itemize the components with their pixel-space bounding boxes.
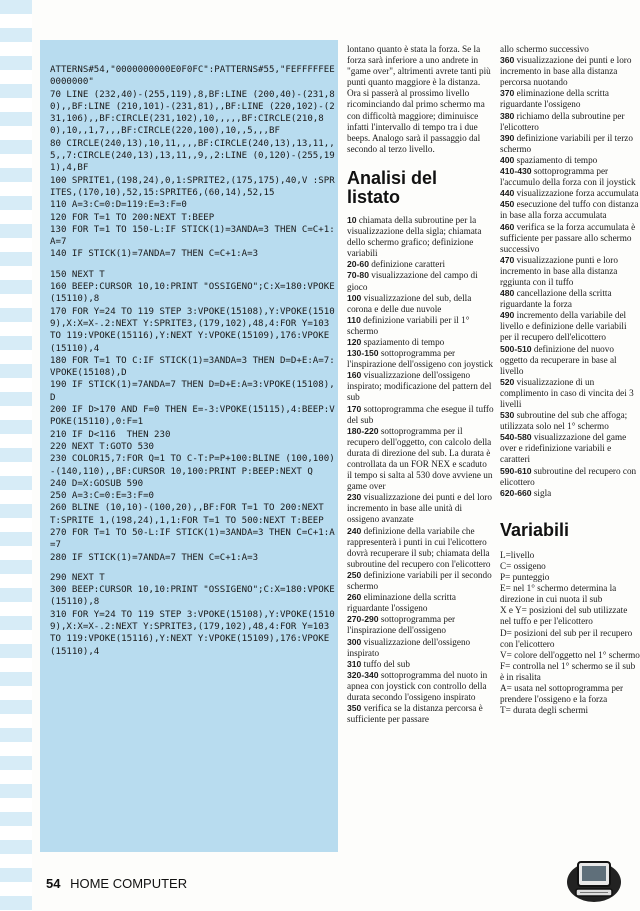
line-number: 370 (500, 88, 515, 99)
code-line: 290 NEXT T (50, 572, 105, 583)
entry-text: definizione della variabile che rappresenterà i punti in cui l'elicottero dovrà recuperare il sub; chiamata della subroutine del recupero con l'elicottero (347, 525, 491, 569)
line-number: 520 (500, 376, 515, 387)
entry-text: allo schermo successivo (500, 44, 589, 54)
listing-entry (500, 222, 640, 255)
code-listing (50, 64, 336, 658)
listing-entry (347, 614, 494, 636)
listing-entry (347, 492, 494, 525)
entry-text: spaziamento di tempo (363, 336, 445, 347)
code-line: 100 SPRITE1,(198,24),0,1:SPRITE2,(175,175),40,V :SPRITES,(170,10),52,15:SPRITE6,(60,14),52,15 (50, 175, 335, 198)
line-number: 390 (500, 132, 515, 143)
line-number: 460 (500, 221, 515, 232)
entry-text: verifica se la forza accumulata è sufficiente per passare allo schermo successivo (500, 221, 636, 254)
listing-entry (500, 44, 640, 55)
code-line: 110 A=3:C=0:D=119:E=3:F=0 (50, 200, 187, 211)
line-number: 310 (347, 658, 362, 669)
line-number: 270-290 (347, 614, 379, 625)
code-line: 170 FOR Y=24 TO 119 STEP 3:VPOKE(15108),Y:VPOKE(15109),X:X=X-.2:NEXT Y:SPRITE3,(179,102),48,4:FOR Y=103 TO 119:VPOKE(15116),Y:NEXT Y:VPOKE(15109),176:VPOKE(15110),4 (50, 306, 335, 354)
entry-text: definizione caratteri (371, 259, 445, 270)
line-number: 620-660 (500, 487, 532, 498)
listing-entry (500, 133, 640, 155)
line-number: 20-60 (347, 259, 369, 270)
entry-text: sottoprogramma per il recupero dell'oggetto, con calcolo della durata di direzione del sub. La durata è controllata da un FOR NEX e scaduto il tempo si salta al 530 dove avviene un game over (347, 425, 493, 492)
entry-text: subroutine del recupero con elicottero (500, 465, 637, 487)
listing-analysis-continued (500, 44, 640, 499)
entry-text: sottoprogramma del nuoto in apnea con joystick con controllo della durata secondo l'ossigeno inspirato (347, 669, 488, 702)
code-line: 140 IF STICK(1)=7ANDA=7 THEN C=C+1:A=3 (50, 249, 259, 260)
listing-entry (500, 488, 640, 499)
code-line: ATTERNS#54,"0000000000E0F0FC":PATTERNS#55,"FEFFFFFEE0000000" (50, 65, 335, 88)
listing-entry (347, 659, 494, 670)
listing-entry (347, 293, 494, 315)
line-number: 500-510 (500, 343, 532, 354)
listing-entry (500, 255, 640, 288)
listing-entry (500, 155, 640, 166)
listing-entry (347, 570, 494, 592)
line-number: 480 (500, 288, 515, 299)
listing-entry (500, 310, 640, 343)
line-number: 180-220 (347, 425, 379, 436)
entry-text: definizione variabili per il secondo schermo (347, 569, 492, 592)
listing-entry (500, 432, 640, 465)
code-line: 80 CIRCLE(240,13),10,11,,,,BF:CIRCLE(240,13),13,11,,5,,7:CIRCLE(240,13),13,11,,9,,2:LINE (0,120)-(255,191),4,BF (50, 138, 335, 174)
line-number: 320-340 (347, 669, 379, 680)
listing-entry (500, 55, 640, 88)
entry-text: visualizzazione dell'ossigeno inspirato; modificazione del pattern del sub (347, 370, 492, 403)
listing-entry (347, 404, 494, 426)
entry-text: eliminazione della scritta riguardante l'ossigeno (347, 592, 456, 614)
listing-entry (347, 637, 494, 659)
listing-entry (347, 337, 494, 348)
line-number: 350 (347, 703, 362, 714)
line-number: 440 (500, 188, 515, 199)
listing-entry (347, 670, 494, 703)
entry-text: visualizzazione forza accumulata (516, 188, 639, 199)
variable-entry: T= durata degli schermi (500, 705, 589, 716)
listing-entry (500, 377, 640, 410)
variable-entry: F= controlla nel 1° schermo se il sub è in risalita (500, 660, 636, 682)
line-number: 130-150 (347, 348, 379, 359)
intro-paragraph: lontano quanto è stata la forza. Se la forza sarà inferiore a uno andrete in "game over", altrimenti avrete tanti più punti quanto maggiore è la distanza. Ora si passerà al prossimo livello ricominciando dal primo schermo ma con difficoltà maggiore; diminuisce infatti l'intervallo di tempo tra i due beeps. Analogo sarà il passaggio dal secondo al terzo livello. (347, 44, 491, 154)
code-line: 210 IF D<116 THEN 230 (50, 429, 171, 440)
entry-text: definizione variabili per il 1° schermo (347, 314, 470, 336)
listing-entry (347, 270, 494, 292)
page-number: 54 (46, 876, 61, 891)
variable-entry: A= usata nel sottoprogramma per prendere l'ossigeno e la forza (500, 682, 624, 705)
code-line: 280 IF STICK(1)=7ANDA=7 THEN C=C+1:A=3 (50, 552, 259, 563)
entry-text: incremento della variabile del livello e definizione delle variabili per il recupero dell'elicottero (500, 310, 627, 343)
entry-text: richiamo della subroutine per l'elicottero (500, 110, 625, 132)
variable-entry: V= colore dell'oggetto nel 1° schermo (500, 649, 640, 660)
entry-text: sottoprogramma per l'inspirazione dell'ossigeno con joystick (347, 348, 493, 370)
entry-text: visualizzazione dei punti e del loro incremento in base alle unità di ossigeno avanzate (347, 492, 492, 525)
magazine-name: HOME COMPUTER (70, 876, 188, 891)
code-line: 310 FOR Y=24 TO 119 STEP 3:VPOKE(15108),Y:VPOKE(15109),X:X=X-.2:NEXT Y:SPRITE3,(179,102),48,4:FOR Y=103 TO 119:VPOKE(15116),Y:NEXT Y:VPOKE(15109),176:VPOKE(15110),4 (50, 609, 335, 657)
listing-entry (500, 410, 640, 432)
variable-entry: D= posizioni del sub per il recupero con l'elicottero (500, 627, 633, 649)
entry-text: eliminazione della scritta riguardante l'ossigeno (500, 88, 609, 110)
code-line: 260 BLINE (10,10)-(100,20),,BF:FOR T=1 TO 200:NEXT T:SPRITE 1,(198,24),1,1:FOR T=1 TO 500:NEXT T:BEEP (50, 503, 330, 526)
listing-entry (347, 703, 494, 725)
code-line: 120 FOR T=1 TO 200:NEXT T:BEEP (50, 212, 215, 223)
line-number: 300 (347, 636, 362, 647)
variables-list (500, 550, 640, 716)
line-number: 250 (347, 569, 362, 580)
code-line: 160 BEEP:CURSOR 10,10:PRINT "OSSIGENO";C:X=180:VPOKE(15110),8 (50, 282, 335, 305)
code-line: 200 IF D>170 AND F=0 THEN E=-3:VPOKE(15115),4:BEEP:VPOKE(15110),0:F=1 (50, 405, 335, 428)
line-number: 380 (500, 110, 515, 121)
listing-entry (500, 288, 640, 310)
listing-entry (347, 215, 494, 259)
line-number: 110 (347, 314, 361, 325)
code-line: 190 IF STICK(1)=7ANDA=7 THEN D=D+E:A=3:VPOKE(15108),D (50, 380, 335, 403)
entry-text: tuffo del sub (363, 658, 410, 669)
entry-text: visualizzazione del campo di gioco (347, 270, 478, 292)
code-line: 220 NEXT T:GOTO 530 (50, 441, 155, 452)
entry-text: chiamata della subroutine per la visualizzazione della sigla; chiamata dello schermo grafico; definizione variabili (347, 214, 482, 259)
code-line: 270 FOR T=1 TO 50-L:IF STICK(1)=3ANDA=3 THEN C=C+1:A=7 (50, 527, 335, 551)
listing-entry (347, 592, 494, 614)
code-line: 180 FOR T=1 TO C:IF STICK(1)=3ANDA=3 THEN D=D+E:A=7:VPOKE(15108),D (50, 355, 335, 379)
listing-analysis (347, 215, 494, 725)
line-number: 100 (347, 292, 362, 303)
entry-text: visualizzazione del game over e ridefinizione variabili e caratteri (500, 432, 627, 465)
entry-text: cancellazione della scritta riguardante la forza (500, 288, 612, 310)
code-line: 150 NEXT T (50, 269, 105, 280)
line-number: 530 (500, 410, 515, 421)
line-number: 170 (347, 403, 362, 414)
line-number: 470 (500, 254, 515, 265)
listing-entry (500, 199, 640, 221)
entry-text: sigla (533, 487, 552, 498)
variable-entry: L=livello (500, 549, 535, 560)
entry-text: subroutine del sub che affoga; utilizzata solo nel 1° schermo (500, 410, 628, 432)
entry-text: definizione del nuovo oggetto da recuperare in base al livello (500, 343, 617, 376)
line-number: 70-80 (347, 270, 369, 281)
entry-text: definizione variabili per il terzo schermo (500, 132, 633, 154)
variable-entry: C= ossigeno (500, 560, 546, 571)
entry-text: spaziamento di tempo (516, 154, 598, 165)
listing-entry (500, 466, 640, 488)
entry-text: esecuzione del tuffo con distanza in base alla forza accumulata (500, 199, 639, 221)
line-number: 400 (500, 154, 515, 165)
listing-entry (500, 166, 640, 188)
listing-entry (347, 526, 494, 570)
variable-entry: X e Y= posizioni del sub utilizzate nel tuffo e per l'elicottero (500, 605, 628, 627)
line-number: 540-580 (500, 432, 532, 443)
listing-entry (347, 370, 494, 403)
entry-text: visualizzazione dei punti e loro incremento in base alla distanza percorsa nuotando (500, 55, 632, 88)
code-line: 300 BEEP:CURSOR 10,10:PRINT "OSSIGENO";C:X=180:VPOKE(15110),8 (50, 585, 335, 608)
variable-entry: P= punteggio (500, 572, 550, 583)
section-heading-analisi: Analisi del listato (347, 167, 438, 207)
entry-text: visualizzazione dell'ossigeno inspirato (347, 636, 471, 658)
listing-entry (500, 88, 640, 110)
code-line: 240 D=X:GOSUB 590 (50, 478, 144, 489)
article-column-2 (347, 44, 494, 725)
entry-text: verifica se la distanza percorsa è sufficiente per passare (347, 703, 483, 725)
section-heading-variabili: Variabili (500, 519, 570, 540)
code-line: 130 FOR T=1 TO 150-L:IF STICK(1)=3ANDA=3 THEN C=C+1:A=7 (50, 224, 335, 248)
line-number: 450 (500, 199, 515, 210)
line-number: 590-610 (500, 465, 532, 476)
page-footer (46, 876, 187, 891)
entry-text: sottoprogramma che esegue il tuffo del sub (347, 403, 494, 425)
line-number: 260 (347, 592, 362, 603)
entry-text: visualizzazione del sub, della corona e delle due nuvole (347, 292, 472, 314)
line-number: 120 (347, 336, 362, 347)
entry-text: sottoprogramma per l'accumulo della forza con il joystick (500, 166, 636, 188)
code-line: 70 LINE (232,40)-(255,119),8,BF:LINE (200,40)-(231,80),,BF:LINE (210,101)-(231,81),,BF:LINE (220,102)-(231,106),,BF:CIRCLE(231,102),10,,,,,BF:CIRCLE(210,80),10,,1,7,,,BF:CIRCLE(220,100),10,,5,,,BF (50, 89, 335, 137)
line-number: 240 (347, 525, 362, 536)
article-column-3 (500, 44, 640, 716)
computer-icon (566, 852, 622, 904)
listing-entry (500, 188, 640, 199)
line-number: 160 (347, 370, 362, 381)
line-number: 360 (500, 55, 515, 66)
code-line: 250 A=3:C=0:E=3:F=0 (50, 491, 155, 502)
entry-text: sottoprogramma per l'inspirazione dell'ossigeno (347, 614, 456, 636)
listing-entry (347, 315, 494, 337)
listing-entry (347, 259, 494, 270)
listing-entry (347, 348, 494, 370)
variable-entry: E= nel 1° schermo determina la direzione in cui nuota il sub (500, 583, 617, 605)
code-line-gap (50, 564, 336, 572)
line-number: 490 (500, 310, 515, 321)
entry-text: visualizzazione di un complimento in caso di vincita dei 3 livelli (500, 376, 634, 409)
code-line-gap (50, 261, 336, 269)
listing-entry (500, 111, 640, 133)
code-line: 230 COLOR15,7:FOR Q=1 TO C-T:P=P+100:BLINE (100,100)-(140,110),,BF:CURSOR 10,100:PRINT P:BEEP:NEXT Q (50, 454, 335, 477)
line-number: 10 (347, 214, 357, 225)
line-number: 410-430 (500, 166, 532, 177)
line-number: 230 (347, 492, 362, 503)
listing-entry (500, 344, 640, 377)
entry-text: visualizzazione punti e loro incremento in base alla distanza rggiunta con il tuffo (500, 254, 618, 287)
listing-entry (347, 426, 494, 493)
